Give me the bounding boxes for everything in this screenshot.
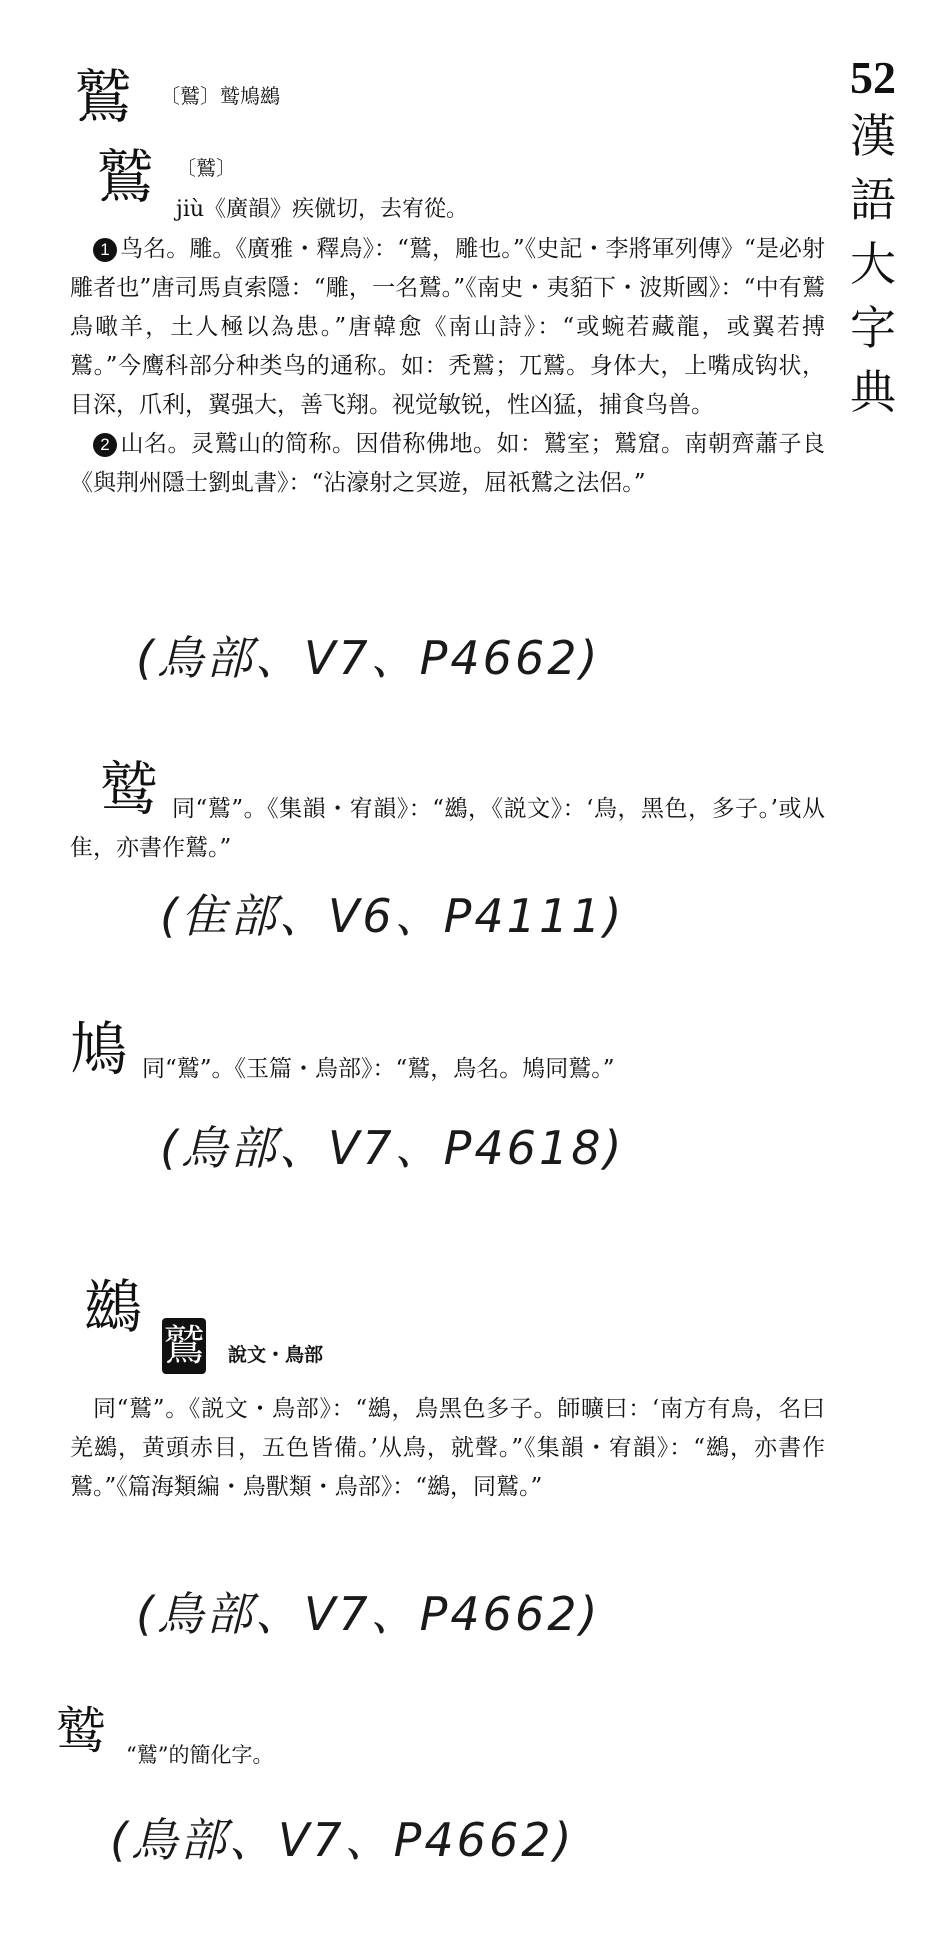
sense-2 — [70, 425, 825, 503]
sense-number-2: 2 — [93, 433, 117, 457]
entry-1-variant-list: 〔鷲〕鹫鳩鷀 — [160, 84, 280, 108]
sense-1 — [70, 230, 825, 425]
entry-2-headword: 鹫 — [100, 755, 159, 823]
entry-1-handwritten-note: (鳥部、V7、P4662) — [136, 631, 601, 685]
sense-1-text: 鸟名。雕。《廣雅・釋鳥》：“鷲，雕也。”《史記・李將軍列傳》“是必射雕者也”唐司馬貞索隱：“雕，一名鷲。”《南史・夷貊下・波斯國》：“中有鷲鳥噉羊，土人極以為患。”唐韓愈《南山詩》：“或蜿若藏龍，或翼若搏鷲。”今鹰科部分种类鸟的通称。如：秃鷲；兀鷲。身体大，上嘴成钩状，目深，爪利，翼强大，善飞翔。视觉敏锐，性凶猛，捕食鸟兽。 — [70, 236, 825, 418]
entry-1-sub-headword: 鷲 — [96, 143, 155, 211]
entry-3-handwritten-note: (鳥部、V7、P4618) — [160, 1121, 625, 1175]
dictionary-sidebar — [842, 52, 904, 424]
entry-3-definition: 同“鷲”。《玉篇・鳥部》：“鷲，鳥名。鳩同鷲。” — [142, 1056, 615, 1082]
entry-5-definition: “鷲”的簡化字。 — [126, 1743, 274, 1767]
entry-5-headword: 鹫 — [56, 1702, 106, 1760]
title-char: 語 — [850, 173, 896, 227]
entry-2-handwritten-note: (隹部、V6、P4111) — [160, 889, 625, 943]
title-char: 典 — [850, 365, 896, 419]
entry-4-definition: 同“鷲”。《説文・鳥部》：“鷀，鳥黑色多子。師曠曰：‘南方有鳥，名曰羌鷀，黄頭赤目，五色皆備。’从鳥，就聲。”《集韻・宥韻》：“鷀，亦書作鷲。”《篇海類編・鳥獸類・鳥部》：“鷀，同鷲。” — [70, 1396, 825, 1500]
entry-2-definition: 同“鷲”。《集韻・宥韻》：“鷀，《説文》：‘鳥，黑色，多子。’或从隹，亦書作鷲。” — [70, 796, 825, 861]
title-char: 漢 — [850, 109, 896, 163]
dictionary-title — [842, 104, 904, 424]
entry-1-definition — [70, 230, 825, 503]
sense-number-1: 1 — [93, 238, 117, 262]
entry-1-pronunciation: jiù《廣韻》疾僦切，去宥從。 — [176, 197, 469, 222]
seal-script-glyph: 鷲 — [162, 1318, 206, 1374]
entry-4-headword: 鷀 — [84, 1273, 143, 1341]
page-number: 52 — [850, 52, 896, 103]
title-char: 字 — [850, 301, 896, 355]
entry-1-headword: 鷲 — [74, 63, 133, 131]
entry-1-sub-variant: 〔鷲〕 — [176, 156, 236, 180]
entry-4-handwritten-note: (鳥部、V7、P4662) — [136, 1587, 601, 1641]
entry-4-source: 說文・鳥部 — [228, 1344, 324, 1366]
title-char: 大 — [850, 237, 896, 291]
sense-2-text: 山名。灵鷲山的简称。因借称佛地。如：鷲室；鷲窟。南朝齊蕭子良《與荆州隱士劉虬書》：“沾濠射之冥遊，屈祇鷲之法侶。” — [70, 431, 825, 496]
entry-3-headword: 鳩 — [70, 1015, 129, 1083]
entry-5-handwritten-note: (鳥部、V7、P4662) — [110, 1813, 575, 1867]
